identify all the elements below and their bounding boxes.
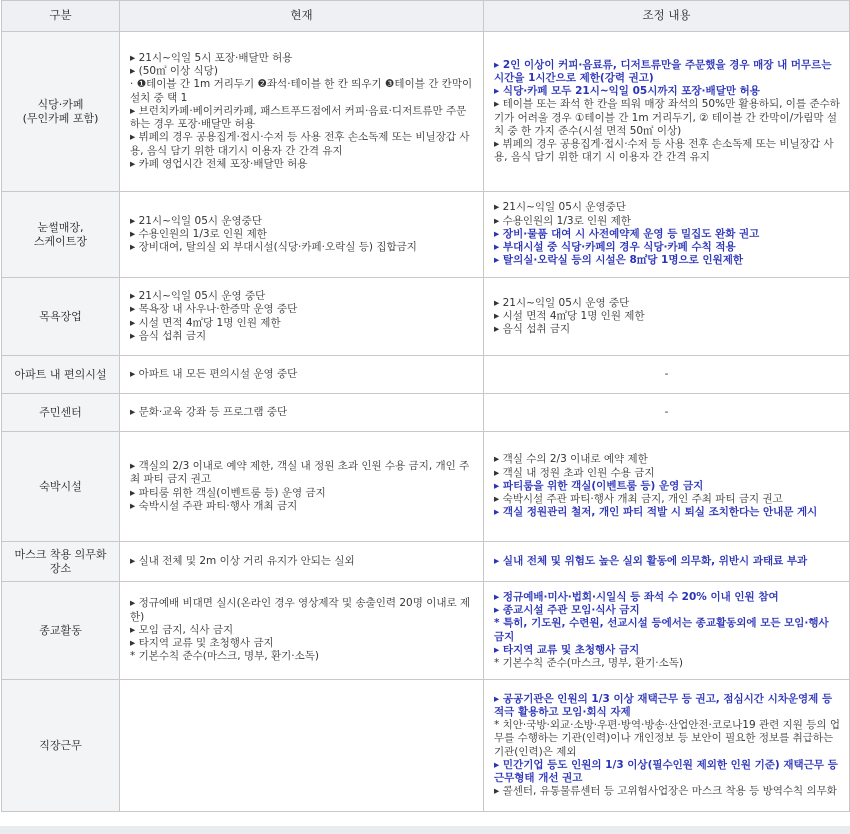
adjusted-item: ▸ 테이블 또는 좌석 한 칸을 띄워 매장 좌석의 50%만 활용하되, 이를 준수하기가 어려울 경우 ①테이블 간 1m 거리두기, ② 테이블 간 칸막이/가림막 설치 중 한 가지 준수(시설 면적 50㎡ 이상) [494, 98, 840, 137]
current-item: · ❶테이블 간 1m 거리두기 ❷좌석·테이블 한 칸 띄우기 ❸테이블 간 칸막이 설치 중 택 1 [130, 78, 473, 104]
table-row [2, 680, 850, 812]
adjusted-item-highlight: ▸ 타지역 교류 및 초청행사 금지 [494, 643, 640, 656]
adjusted-cell [484, 582, 850, 680]
adjusted-item-highlight: ▸ 식당·카페 모두 21시~익일 05시까지 포장·배달만 허용 [494, 85, 760, 98]
current-item: ▸ 모임 금지, 식사 금지 [130, 623, 234, 636]
current-item: * 기본수칙 준수(마스크, 명부, 환기·소독) [130, 650, 319, 663]
adjusted-item: ▸ 객실 수의 2/3 이내로 예약 제한 [494, 453, 648, 466]
category-label: 주민센터 [39, 405, 82, 419]
current-cell [120, 32, 484, 192]
current-item: ▸ 카페 영업시간 전체 포장·배달만 허용 [130, 157, 308, 170]
current-item: ▸ 문화·교육 강좌 등 프로그램 중단 [130, 405, 288, 418]
adjusted-cell [484, 542, 850, 582]
current-item: ▸ 아파트 내 모든 편의시설 운영 중단 [130, 367, 298, 380]
current-item: ▸ 뷔페의 경우 공용집게·접시·수저 등 사용 전후 손소독제 또는 비닐장갑 사용, 음식 담기 위한 대기시 이용자 간 간격 유지 [130, 131, 470, 157]
category-label: 식당·카페 [37, 98, 84, 112]
category-label: 종교활동 [39, 623, 82, 637]
adjusted-item-highlight: ▸ 부대시설 중 식당·카페의 경우 식당·카페 수칙 적용 [494, 241, 736, 254]
current-item: ▸ 시설 면적 4㎡당 1명 인원 제한 [130, 316, 281, 329]
current-cell [120, 278, 484, 356]
current-cell [120, 542, 484, 582]
current-cell [120, 192, 484, 278]
adjusted-item-highlight: ▸ 2인 이상이 커피·음료류, 디저트류만을 주문했을 경우 매장 내 머무르는 시간을 1시간으로 제한(강력 권고) [494, 58, 832, 84]
category-cell [2, 432, 120, 542]
current-item: ▸ 타지역 교류 및 초청행사 금지 [130, 637, 274, 650]
adjusted-item-highlight: ▸ 객실 정원관리 철저, 개인 파티 적발 시 퇴실 조치한다는 안내문 게시 [494, 506, 818, 519]
adjusted-item-highlight: ▸ 실내 전체 및 위험도 높은 실외 활동에 의무화, 위반시 과태료 부과 [494, 554, 808, 567]
current-item: ▸ 장비대여, 탈의실 외 부대시설(식당·카페·오락실 등) 집합금지 [130, 241, 417, 254]
table-row [2, 582, 850, 680]
adjusted-item: ▸ 수용인원의 1/3로 인원 제한 [494, 214, 631, 227]
current-item: ▸ 브런치카페·베이커리카페, 패스트푸드점에서 커피·음료·디저트류만 주문하는 경우 포장·배달만 허용 [130, 104, 467, 131]
adjusted-item-highlight: ▸ 민간기업 등도 인원의 1/3 이상(필수인원 제외한 인원 기준) 재택근무 등 근무형태 개선 권고 [494, 758, 838, 784]
table-row [2, 542, 850, 582]
category-label: (무인카페 포함) [22, 111, 99, 125]
current-item: ▸ 21시~익일 05시 운영 중단 [130, 290, 266, 303]
adjusted-item: * 치안·국방·외교·소방·우편·방역·방송·산업안전·코로나19 관련 지원 등의 업무를 수행하는 기관(인력)이나 개인정보 등 보안이 필요한 정보를 취급하는 기관(인력)은 제외 [494, 719, 841, 758]
scroll-strip [0, 826, 850, 834]
adjusted-item-highlight: ▸ 공공기관은 인원의 1/3 이상 재택근무 등 권고, 점심시간 시차운영제 등 적극 활용하고 모임·회식 자제 [494, 692, 833, 718]
adjusted-cell [484, 192, 850, 278]
adjusted-item-highlight: * 특히, 기도원, 수련원, 선교시설 등에서는 종교활동외에 모든 모임·행사 금지 [494, 617, 829, 643]
current-item: ▸ 수용인원의 1/3로 인원 제한 [130, 227, 267, 240]
table-row [2, 356, 850, 394]
adjusted-item-highlight: ▸ 탈의실·오락실 등의 시설은 8㎡당 1명으로 인원제한 [494, 254, 744, 267]
current-cell [120, 582, 484, 680]
adjusted-item: ▸ 21시~익일 05시 운영중단 [494, 201, 626, 214]
category-label: 직장근무 [39, 738, 82, 752]
category-cell [2, 32, 120, 192]
current-item: ▸ 파티룸 위한 객실(이벤트룸 등) 운영 금지 [130, 486, 326, 499]
current-cell [120, 432, 484, 542]
current-item: ▸ 실내 전체 및 2m 이상 거리 유지가 안되는 실외 [130, 554, 355, 567]
current-item: ▸ 목욕장 내 사우나·한증막 운영 중단 [130, 303, 298, 316]
adjusted-cell [484, 32, 850, 192]
adjusted-item: ▸ 음식 섭취 금지 [494, 323, 571, 336]
category-cell [2, 582, 120, 680]
category-label: 마스크 착용 의무화 [14, 548, 107, 562]
current-item: ▸ 정규예배 비대면 실시(온라인 경우 영상제작 및 송출인력 20명 이내로 제한) [130, 597, 471, 623]
adjusted-item: ▸ 뷔페의 경우 공용집게·접시·수저 등 사용 전후 손소독제 또는 비닐장갑 사용, 음식 담기 위한 대기 시 이용자 간 간격 유지 [494, 137, 834, 164]
category-label: 장소 [49, 561, 72, 575]
policy-table [1, 0, 850, 812]
category-label: 눈썰매장, [37, 221, 84, 235]
adjusted-cell [484, 278, 850, 356]
adjusted-item-highlight: ▸ 정규예배·미사·법회·시일식 등 좌석 수 20% 이내 인원 참여 [494, 590, 779, 603]
category-label: 스케이트장 [33, 234, 88, 248]
adjusted-cell [484, 432, 850, 542]
category-cell [2, 394, 120, 432]
current-cell [120, 394, 484, 432]
category-label: 목욕장업 [39, 309, 82, 323]
table-row [2, 394, 850, 432]
current-item: ▸ 21시~익일 05시 운영중단 [130, 214, 262, 227]
adjusted-cell-empty: - [484, 394, 850, 432]
adjusted-item: * 기본수칙 준수(마스크, 명부, 환기·소독) [494, 656, 683, 669]
current-item: ▸ (50㎡ 이상 식당) [130, 65, 218, 78]
header-row [2, 1, 850, 32]
category-cell [2, 542, 120, 582]
category-cell [2, 192, 120, 278]
adjusted-cell [484, 680, 850, 812]
adjusted-item: ▸ 객실 내 정원 초과 인원 수용 금지 [494, 466, 655, 479]
table-row [2, 432, 850, 542]
table-row [2, 32, 850, 192]
category-cell [2, 278, 120, 356]
adjusted-item: ▸ 시설 면적 4㎡당 1명 인원 제한 [494, 309, 645, 322]
adjusted-cell-empty: - [484, 356, 850, 394]
table-row [2, 278, 850, 356]
table-row [2, 192, 850, 278]
header-category: 구분 [2, 1, 120, 32]
header-current: 현재 [120, 1, 484, 32]
header-adjusted: 조정 내용 [484, 1, 850, 32]
current-item: ▸ 객실의 2/3 이내로 예약 제한, 객실 내 정원 초과 인원 수용 금지, 개인 주최 파티 금지 권고 [130, 460, 470, 486]
adjusted-item: ▸ 콜센터, 유통물류센터 등 고위험사업장은 마스크 착용 등 방역수칙 의무화 [494, 785, 837, 798]
category-label: 숙박시설 [39, 479, 82, 493]
adjusted-item: ▸ 21시~익일 05시 운영 중단 [494, 296, 630, 309]
adjusted-item-highlight: ▸ 장비·물품 대여 시 사전예약제 운영 등 밀집도 완화 권고 [494, 227, 760, 240]
current-item: ▸ 21시~익일 5시 포장·배달만 허용 [130, 52, 293, 65]
current-item: ▸ 숙박시설 주관 파티·행사 개최 금지 [130, 499, 298, 512]
adjusted-item-highlight: ▸ 종교시설 주관 모임·식사 금지 [494, 604, 640, 617]
current-cell [120, 680, 484, 812]
current-item: ▸ 음식 섭취 금지 [130, 329, 207, 342]
category-cell [2, 680, 120, 812]
category-label: 아파트 내 편의시설 [14, 367, 107, 381]
adjusted-item-highlight: ▸ 파티룸을 위한 객실(이벤트룸 등) 운영 금지 [494, 479, 704, 492]
current-cell [120, 356, 484, 394]
adjusted-item: ▸ 숙박시설 주관 파티·행사 개최 금지, 개인 주최 파티 금지 권고 [494, 493, 783, 506]
category-cell [2, 356, 120, 394]
